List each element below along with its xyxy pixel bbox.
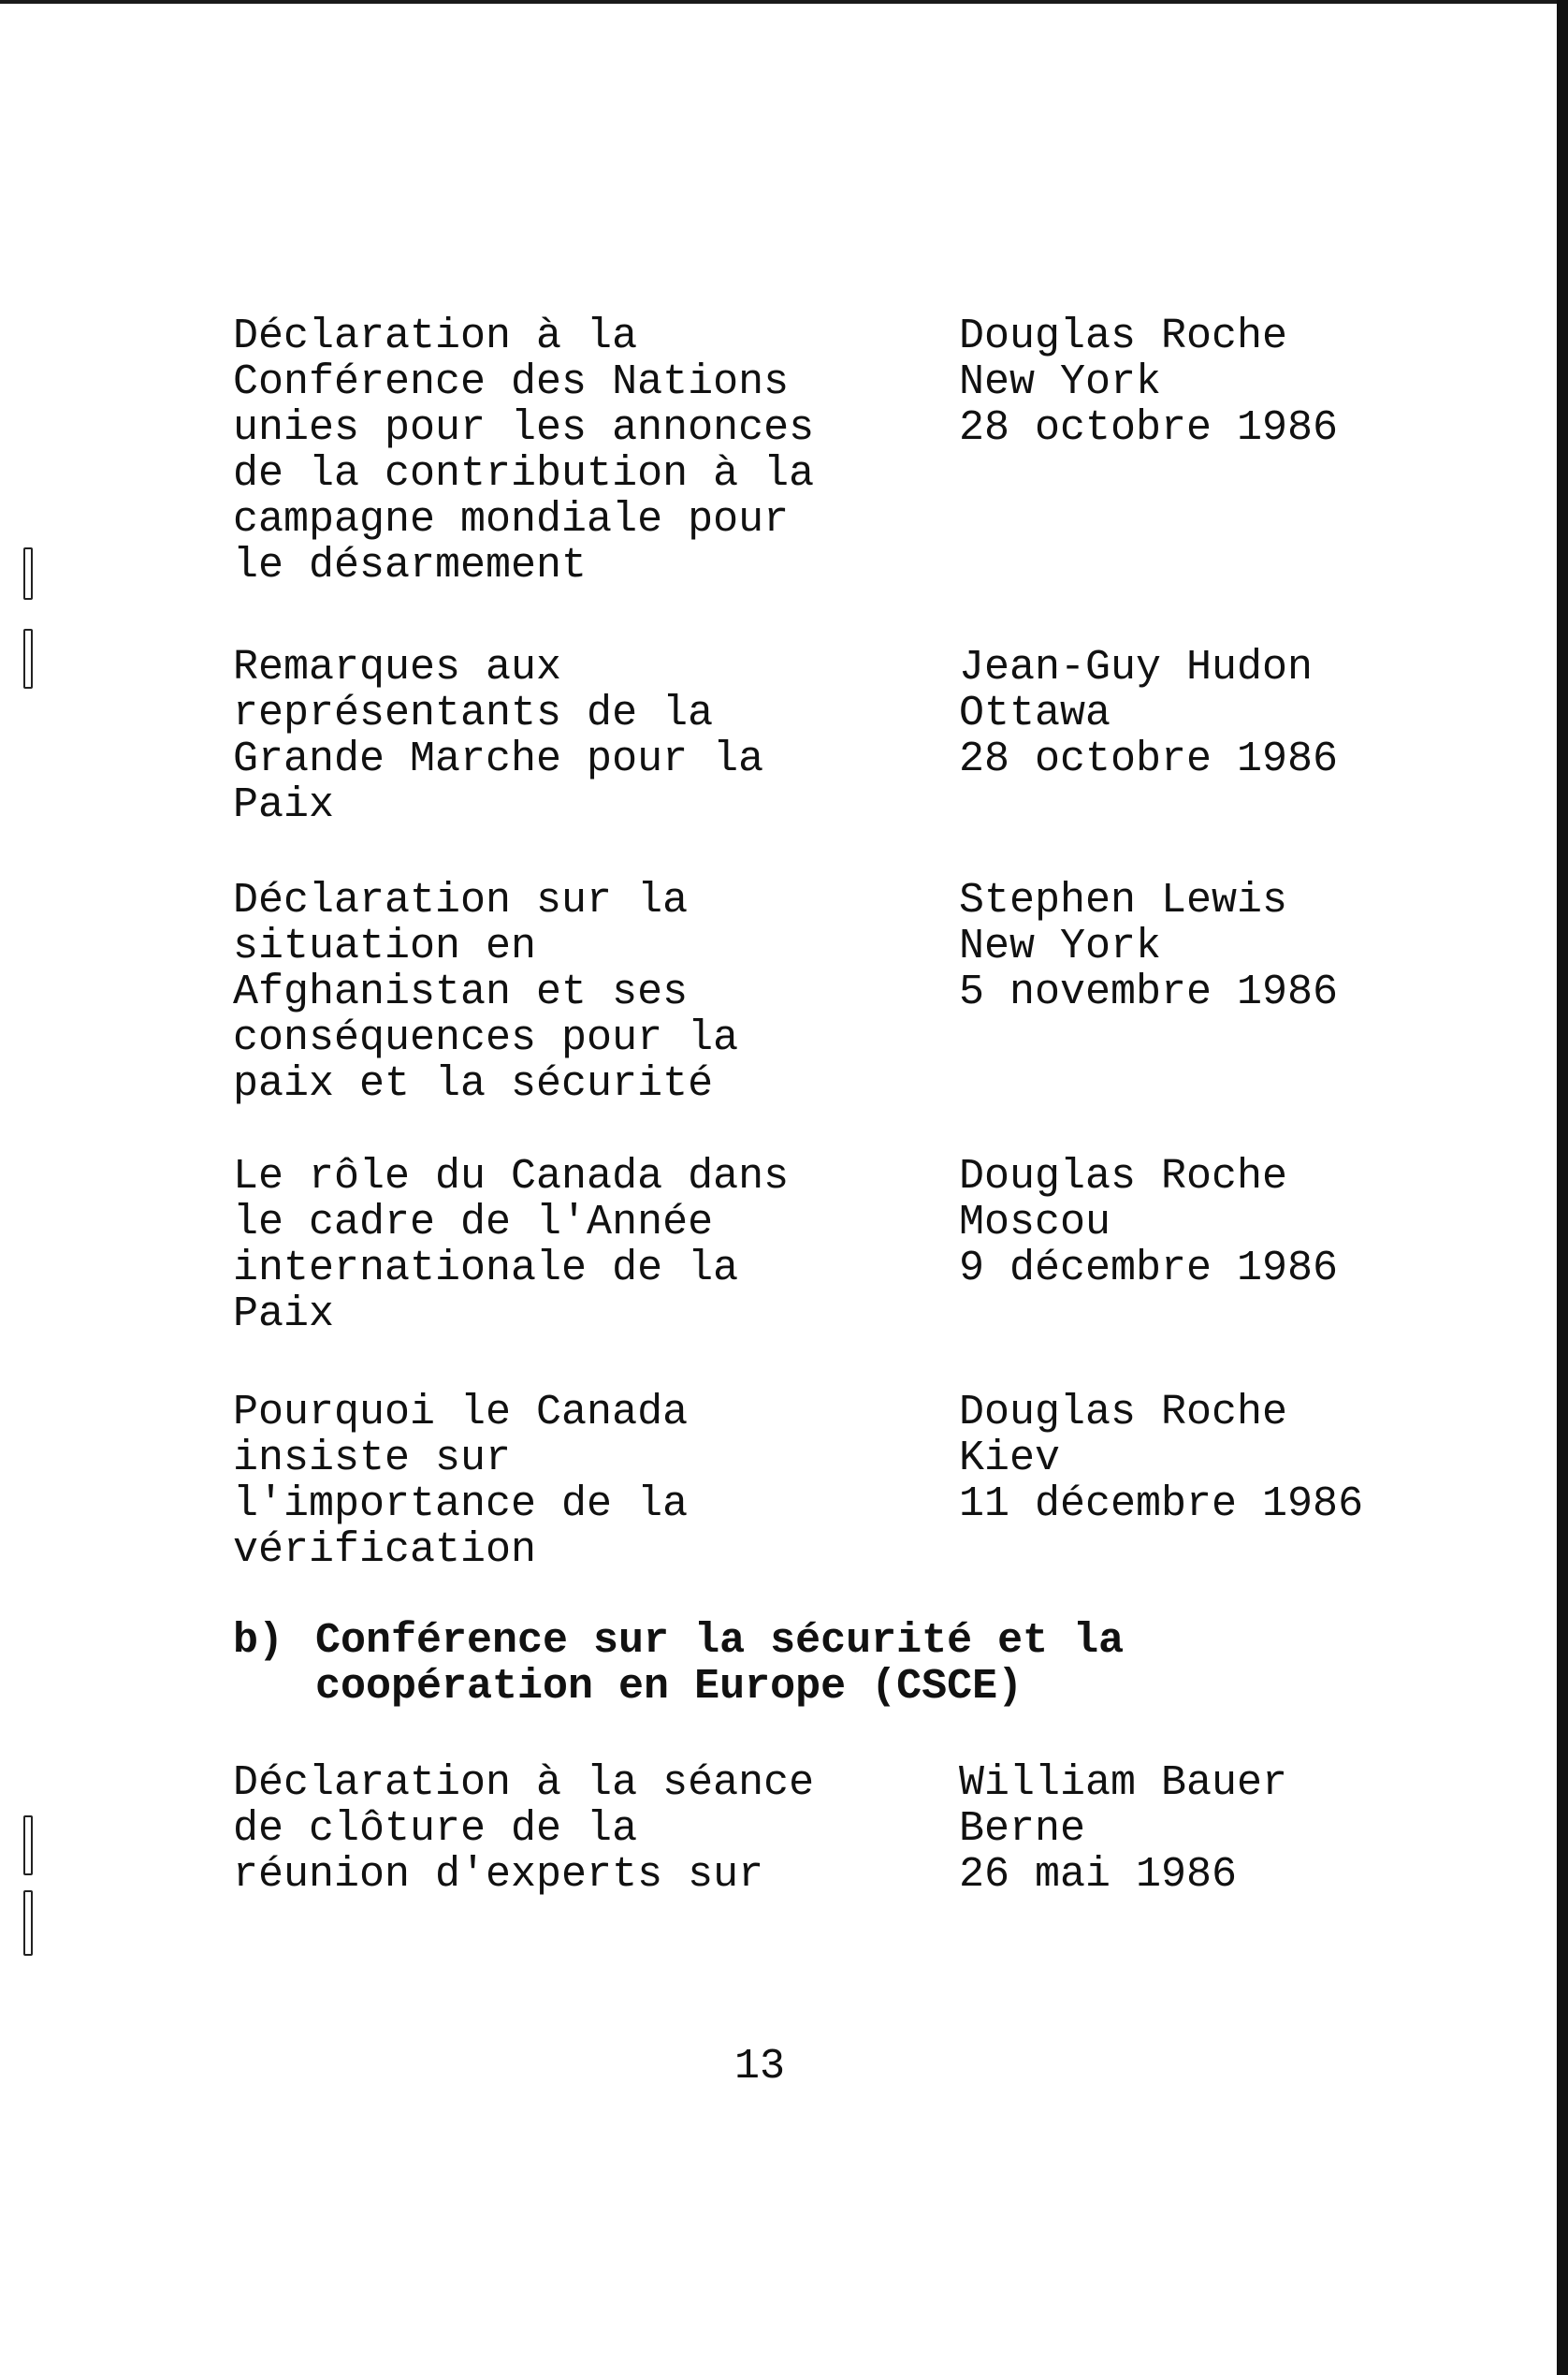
- entry-date: 11 décembre 1986: [959, 1480, 1364, 1528]
- entry-speaker: Jean-Guy Hudon: [959, 644, 1314, 692]
- entry-date: 26 mai 1986: [959, 1851, 1238, 1899]
- margin-change-bar: [23, 547, 33, 600]
- page-number: 13: [733, 2043, 785, 2091]
- entry-meta: [959, 1390, 1483, 1527]
- entry-date: 28 octobre 1986: [959, 736, 1339, 783]
- entry-place: Ottawa: [959, 690, 1111, 737]
- entry-place: New York: [959, 923, 1162, 970]
- entry-title: Déclaration à la Conférence des Nations unies pour les annonces de la contribution à la campagne mondiale pour le désarmement: [233, 313, 815, 590]
- entry-meta: [959, 1154, 1483, 1291]
- entry-meta: [959, 1760, 1483, 1898]
- entry-speaker: Stephen Lewis: [959, 877, 1288, 925]
- entry-place: Berne: [959, 1805, 1086, 1853]
- entry-place: Moscou: [959, 1199, 1111, 1246]
- section-label: b): [233, 1617, 284, 1665]
- entry-meta: [959, 313, 1483, 451]
- entry-speaker: Douglas Roche: [959, 1389, 1288, 1436]
- margin-change-bar: [23, 629, 33, 689]
- margin-change-bar: [23, 1890, 33, 1956]
- page-right-edge: [1557, 0, 1568, 2375]
- entry-meta: [959, 878, 1483, 1015]
- entry-date: 28 octobre 1986: [959, 404, 1339, 452]
- margin-change-bar: [23, 1815, 33, 1875]
- entry-place: Kiev: [959, 1435, 1061, 1482]
- entry-title: Le rôle du Canada dans le cadre de l'Année internationale de la Paix: [233, 1153, 790, 1338]
- entry-title: Remarques aux représentants de la Grande Marche pour la Paix: [233, 644, 764, 829]
- entry-title: Déclaration sur la situation en Afghanistan et ses conséquences pour la paix et la sécurité: [233, 877, 739, 1108]
- entry-title: Déclaration à la séance de clôture de la réunion d'experts sur: [233, 1759, 815, 1899]
- entry-meta: [959, 645, 1483, 782]
- section-title: Conférence sur la sécurité et la coopération en Europe (CSCE): [315, 1617, 1125, 1711]
- entry-speaker: Douglas Roche: [959, 313, 1288, 360]
- entry-speaker: Douglas Roche: [959, 1153, 1288, 1201]
- entry-date: 9 décembre 1986: [959, 1245, 1339, 1292]
- entry-speaker: William Bauer: [959, 1759, 1288, 1807]
- entry-date: 5 novembre 1986: [959, 969, 1339, 1016]
- entry-title: Pourquoi le Canada insiste sur l'importance de la vérification: [233, 1389, 689, 1574]
- entry-place: New York: [959, 358, 1162, 406]
- page-top-edge: [0, 0, 1568, 4]
